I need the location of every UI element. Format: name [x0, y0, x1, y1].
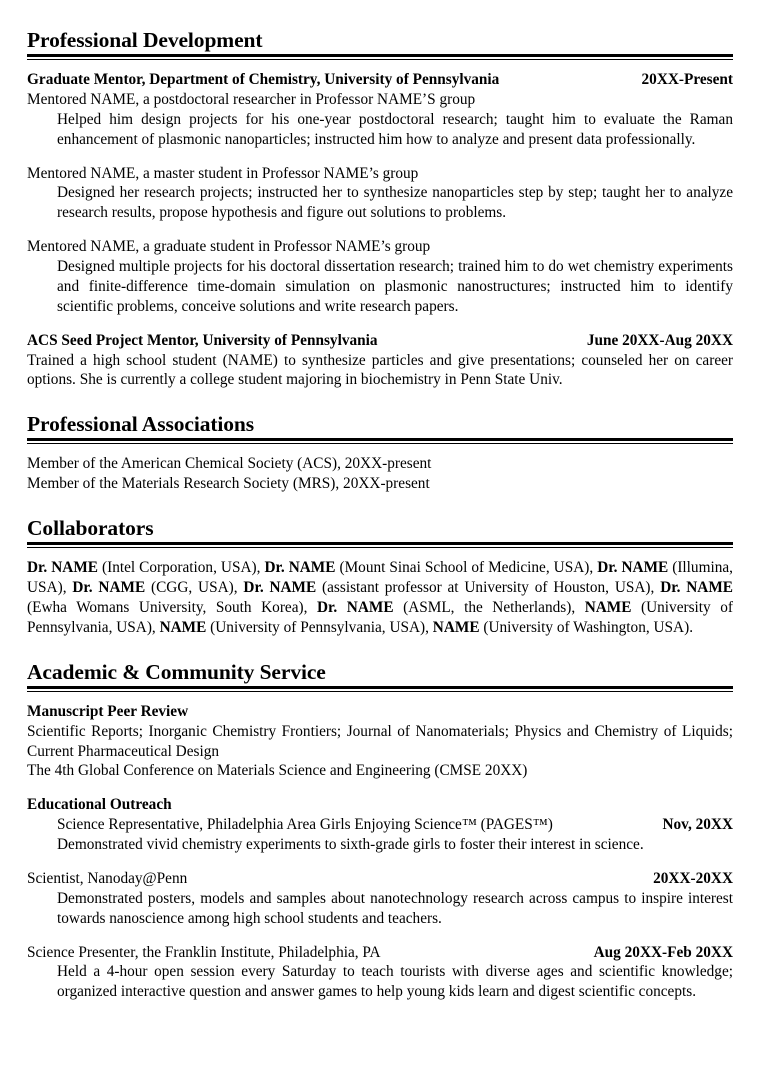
collaborator-affiliation: (University of Washington, USA).	[483, 618, 694, 636]
section-collaborators	[27, 516, 733, 638]
entry-subline: Mentored NAME, a graduate student in Professor NAME’s group	[27, 238, 431, 256]
section-heading-collaborators: Collaborators	[27, 516, 733, 545]
collaborator-affiliation: (Mount Sinai School of Medicine, USA)	[339, 559, 590, 577]
entry-detail: Demonstrated vivid chemistry experiments to sixth-grade girls to foster their interest in science.	[57, 836, 644, 854]
collaborator-name: Dr. NAME	[660, 579, 733, 597]
entry-header-science-presenter	[27, 943, 733, 963]
section-heading-professional-associations: Professional Associations	[27, 412, 733, 441]
entry-title: Scientist, Nanoday@Penn	[27, 869, 188, 887]
spacer	[27, 781, 733, 795]
entry-title: ACS Seed Project Mentor, University of Pennsylvania	[27, 331, 378, 349]
collaborator-name: NAME	[584, 598, 632, 616]
section-heading-academic-community-service: Academic & Community Service	[27, 660, 733, 689]
spacer	[27, 317, 733, 331]
spacer	[27, 929, 733, 943]
collaborator-name: Dr. NAME	[264, 559, 336, 577]
collaborator-name: NAME	[432, 618, 480, 636]
entry-header-graduate-mentor	[27, 70, 733, 90]
peer-review-conference: The 4th Global Conference on Materials Science and Engineering (CMSE 20XX)	[27, 762, 528, 780]
subsection-heading-manuscript-peer-review: Manuscript Peer Review	[27, 702, 189, 720]
entry-date: Nov, 20XX	[662, 816, 733, 834]
section-professional-associations	[27, 412, 733, 494]
membership-item: Member of the American Chemical Society (ACS), 20XX-present	[27, 455, 432, 473]
entry-detail: Held a 4-hour open session every Saturday to teach tourists with diverse ages and scientific knowledge; organized interactive question and answer games to help young kids learn and digest scientific concepts.	[57, 963, 733, 1001]
entry-body: Trained a high school student (NAME) to synthesize particles and give presentations; counseled her on career options. She is currently a college student majoring in biochemistry in Penn State Univ.	[27, 351, 733, 389]
spacer	[27, 855, 733, 869]
entry-subline: Mentored NAME, a postdoctoral researcher in Professor NAME’S group	[27, 90, 476, 108]
section-body-professional-development	[27, 57, 733, 390]
collaborators-paragraph: Dr. NAME (Intel Corporation, USA), Dr. NAME (Mount Sinai School of Medicine, USA), Dr. NAME (Illumina, USA), Dr. NAME (CGG, USA), Dr. NAME (assistant professor at University of Houston, USA), Dr. NAME (Ewha Womans University, South Korea), Dr. NAME (ASML, the Netherlands), NAME (University of Pennsylvania, USA), NAME (University of Pennsylvania, USA), NAME (University of Washington, USA).	[27, 559, 733, 636]
collaborator-name: Dr. NAME	[27, 559, 98, 577]
spacer	[27, 150, 733, 164]
entry-detail: Designed multiple projects for his doctoral dissertation research; trained him to do wet chemistry experiments and finite-difference time-domain simulation on plasmonic nanostructures; instructed him to identify scientific problems, conceive solutions and write research papers.	[57, 258, 733, 315]
entry-date: 20XX-Present	[641, 71, 733, 89]
section-body-academic-community-service	[27, 689, 733, 1002]
entry-title: Science Presenter, the Franklin Institute, Philadelphia, PA	[27, 943, 381, 961]
entry-date: Aug 20XX-Feb 20XX	[593, 943, 733, 961]
entry-date: 20XX-20XX	[653, 869, 733, 887]
entry-title: Science Representative, Philadelphia Area Girls Enjoying Science™ (PAGES™)	[57, 816, 553, 834]
membership-item: Member of the Materials Research Society (MRS), 20XX-present	[27, 475, 430, 493]
section-heading-professional-development: Professional Development	[27, 28, 733, 57]
collaborator-affiliation: (University of Pennsylvania, USA)	[27, 598, 733, 636]
collaborator-name: Dr. NAME	[72, 579, 146, 597]
spacer	[27, 494, 733, 516]
spacer	[27, 638, 733, 660]
collaborator-affiliation: (ASML, the Netherlands)	[403, 598, 572, 616]
section-body-collaborators	[27, 545, 733, 638]
spacer	[27, 223, 733, 237]
section-academic-community-service	[27, 660, 733, 1002]
entry-detail: Demonstrated posters, models and samples about nanotechnology research across campus to inspire interest towards nanoscience among high school students and teachers.	[57, 889, 733, 927]
collaborator-affiliation: (Illumina, USA)	[27, 559, 733, 597]
subsection-heading-educational-outreach: Educational Outreach	[27, 796, 172, 814]
entry-header-science-representative	[57, 815, 733, 835]
collaborator-affiliation: (Intel Corporation, USA)	[102, 559, 257, 577]
section-professional-development	[27, 28, 733, 390]
entry-header-acs-seed-project-mentor	[27, 331, 733, 351]
entry-detail: Designed her research projects; instructed her to synthesize nanoparticles step by step; taught her to analyze research results, propose hypothesis and figure out solutions to problems.	[57, 184, 733, 222]
entry-date: June 20XX-Aug 20XX	[586, 331, 733, 349]
collaborator-name: NAME	[159, 618, 207, 636]
collaborator-affiliation: (CGG, USA)	[151, 579, 234, 597]
collaborator-name: Dr. NAME	[316, 598, 394, 616]
collaborator-affiliation: (Ewha Womans University, South Korea)	[27, 598, 304, 616]
entry-header-scientist-nanoday	[27, 869, 733, 889]
collaborator-affiliation: (assistant professor at University of Houston, USA)	[322, 579, 651, 597]
entry-title: Graduate Mentor, Department of Chemistry, University of Pennsylvania	[27, 71, 500, 89]
peer-review-journals: Scientific Reports; Inorganic Chemistry Frontiers; Journal of Nanomaterials; Physics and Chemistry of Liquids; Current Pharmaceutical Design	[27, 722, 733, 760]
collaborator-affiliation: (University of Pennsylvania, USA)	[210, 618, 426, 636]
section-body-professional-associations	[27, 441, 733, 494]
collaborator-name: Dr. NAME	[243, 579, 317, 597]
spacer	[27, 390, 733, 412]
collaborator-name: Dr. NAME	[597, 559, 669, 577]
entry-detail: Helped him design projects for his one-year postdoctoral research; taught him to evaluate the Raman enhancement of plasmonic nanoparticles; instructed him how to analyze and present data professionally.	[57, 110, 733, 148]
entry-subline: Mentored NAME, a master student in Professor NAME’s group	[27, 164, 419, 182]
